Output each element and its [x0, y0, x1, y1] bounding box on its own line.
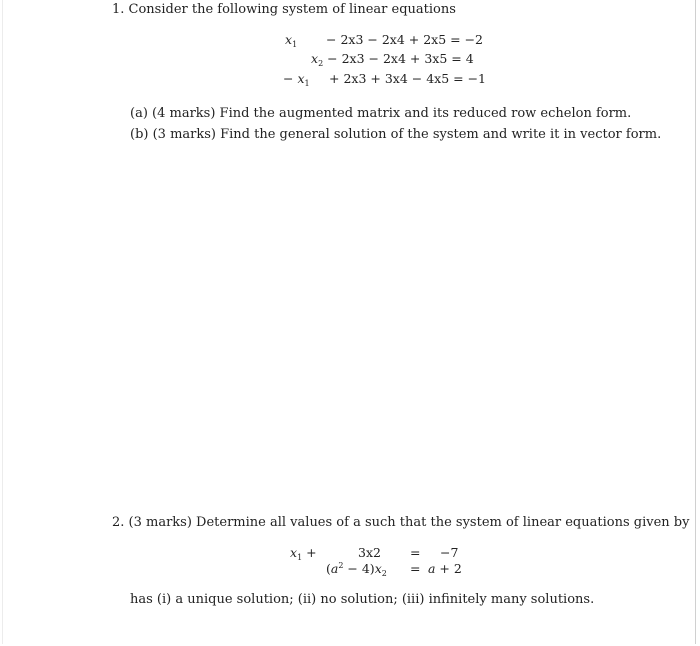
page-frame: [2, 0, 696, 644]
q2-equation-2-equals: =: [410, 561, 421, 576]
q2-equation-1-x1: $x_1$ +: [290, 545, 317, 562]
q1-part-b: (b) (3 marks) Find the general solution of the system and write it in vector form.: [130, 127, 662, 142]
q2-equation-1-equals: =: [410, 545, 421, 560]
question-1-heading: 1. Consider the following system of linear equations: [112, 2, 456, 17]
q2-equation-2-term: $(a^2 - 4)x_2$: [326, 561, 387, 578]
q2-equation-1-term: 3x2: [358, 545, 381, 560]
q2-equation-2-rhs: a + 2: [428, 561, 462, 576]
q2-equation-1-rhs: −7: [440, 545, 459, 560]
q1-equation-3-lead: − $x_1$: [283, 71, 310, 88]
q1-part-a: (a) (4 marks) Find the augmented matrix and its reduced row echelon form.: [130, 106, 632, 121]
q1-equation-3: + 2x3 + 3x4 − 4x5 = −1: [329, 71, 487, 86]
q1-equation-2: $x_2 - 2x3 - 2x4 + 3x5 = 4$: [311, 51, 474, 68]
question-2-heading: 2. (3 marks) Determine all values of a such that the system of linear equations given by: [112, 515, 690, 530]
q1-equation-1-lead: $x_1$: [285, 32, 298, 49]
q2-footer: has (i) a unique solution; (ii) no solution; (iii) infinitely many solutions.: [130, 592, 595, 607]
q1-equation-1: − 2x3 − 2x4 + 2x5 = −2: [326, 32, 484, 47]
